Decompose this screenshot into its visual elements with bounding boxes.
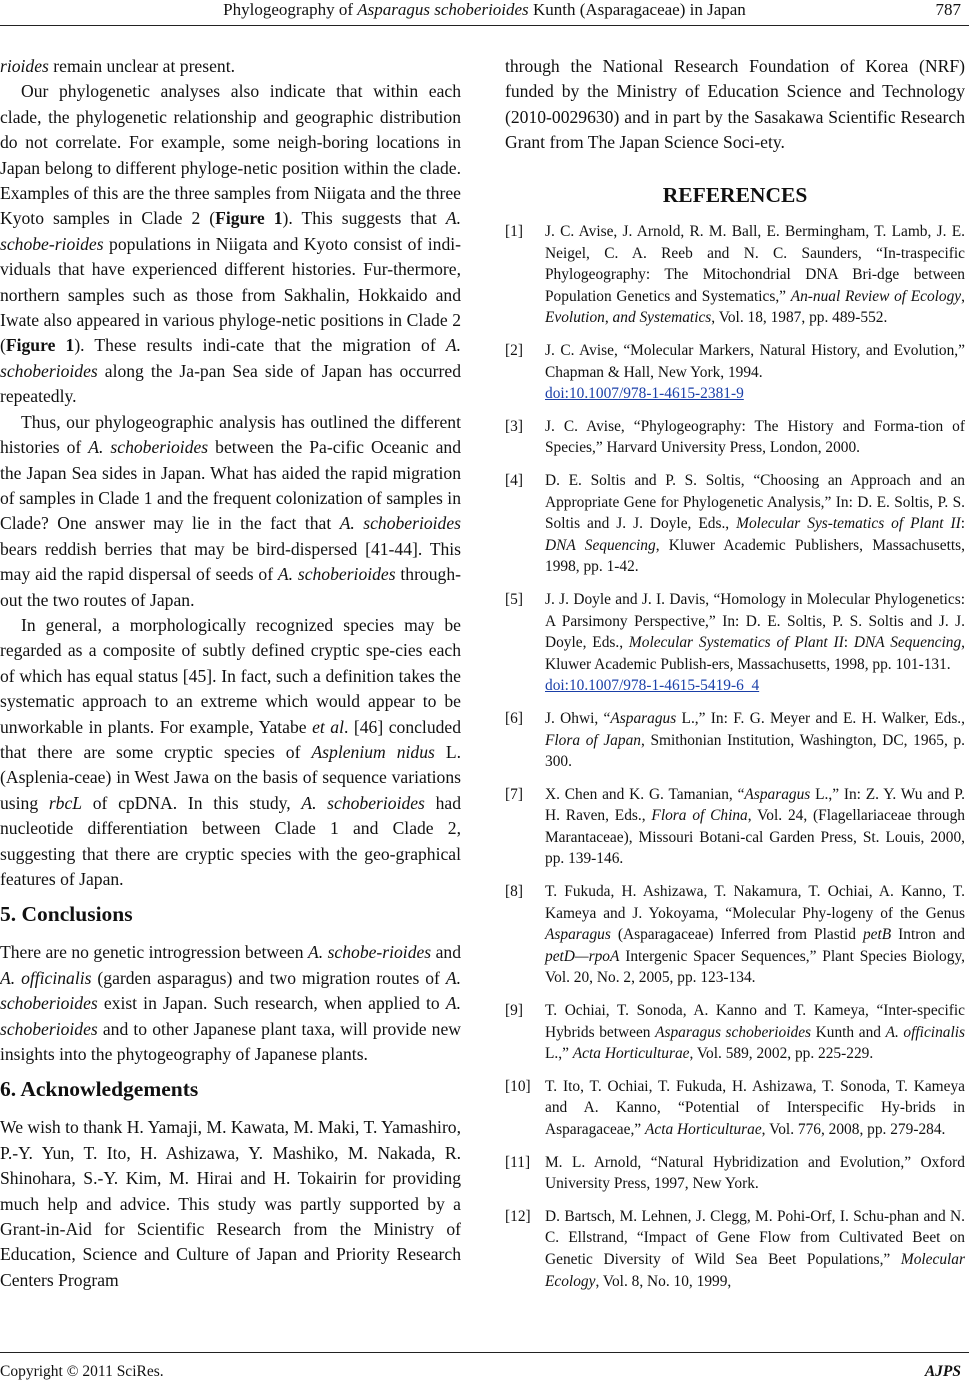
reference-number: [8]: [505, 883, 523, 901]
reference-item: [505, 416, 965, 459]
reference-text: M. L. Arnold, “Natural Hybridization and Evolution,” Oxford University Press, 1997, New York.: [545, 1153, 965, 1193]
section-heading-acknowledgements: 6. Acknowledgements: [0, 1077, 199, 1102]
reference-item: [505, 784, 965, 870]
paragraph: through the National Research Foundation of Korea (NRF) funded by the Ministry of Education Science and Technology (2010-0029630) and in part by the Sasakawa Scientific Research Grant from The Japan Science Soci-ety.: [505, 56, 965, 153]
reference-item: [505, 221, 965, 329]
paragraph: In general, a morphologically recognized species may be regarded as a composite of subtly defined cryptic spe-cies each of which has equal status [45]. In fact, such a definition takes the systematic approach to an extreme which would appear to be unworkable in plants. For example, Yatabe et al. [46] concluded that there are some cryptic species of Asplenium nidus L. (Asplenia-ceae) in West Jawa on the basis of sequence variations using rbcL of cpDNA. In this study, A. schoberioides had nucleotide differentiation between Clade 1 and Clade 2, suggesting that there are cryptic species with the geo-graphical features of Japan.: [0, 614, 462, 889]
reference-text: D. E. Soltis and P. S. Soltis, “Choosing an Approach and an Appropriate Gene for Phylogenetic Analysis,” In: D. E. Soltis, P. S. Soltis and J. J. Doyle, Eds., Molecular Sys-tematics of Plant II: DNA Sequencing, Kluwer Academic Publishers, Massachusetts, 1998, pp. 1-42.: [545, 471, 966, 576]
reference-text: T. Fukuda, H. Ashizawa, T. Nakamura, T. Ochiai, A. Kanno, T. Kameya and J. Yokoyama, “Molecular Phy-logeny of the Genus Asparagus (Asparagaceae) Inferred from Plastid petB Intron and petD—rpoA Intergenic Spacer Sequences,” Plant Species Biology, Vol. 20, No. 2, 2005, pp. 123-134.: [545, 883, 965, 987]
header-rule: [0, 25, 969, 26]
reference-item: [505, 1152, 965, 1195]
page-number: 787: [935, 0, 961, 19]
reference-number: [4]: [505, 471, 523, 489]
reference-number: [6]: [505, 709, 523, 727]
paragraph: rioides remain unclear at present.: [0, 56, 235, 76]
reference-item: [505, 881, 965, 989]
running-title: [0, 0, 969, 20]
page-header: [0, 0, 969, 26]
section-heading-conclusions: 5. Conclusions: [0, 902, 133, 927]
paragraph: Thus, our phylogeographic analysis has outlined the different histories of A. schoberioides between the Pa-cific Oceanic and the Japan Sea sides in Japan. What has aided the rapid migration of samples in Clade 1 and the frequent colonization of samples in Clade? One answer may lie in the fact that A. schoberioides bears reddish berries that may be bird-dispersed [41-44]. This may aid the rapid dispersal of seeds of A. schoberioides through-out the two routes of Japan.: [0, 411, 461, 610]
reference-text: J. J. Doyle and J. I. Davis, “Homology in Molecular Phylogenetics: A Parsimony Perspective,” In: D. E. Soltis, P. S. Soltis and J. J. Doyle, Eds., Molecular Systematics of Plant II: DNA Sequencing, Kluwer Academic Publish-ers, Massachusetts, 1998, pp. 101-131. doi:10.1007/978-1-4615-5419-6_4: [545, 590, 966, 695]
reference-text: J. C. Avise, “Molecular Markers, Natural History, and Evolution,” Chapman & Hall, New York, 1994. doi:10.1007/978-1-4615-2381-9: [545, 342, 965, 403]
reference-text: X. Chen and K. G. Tamanian, “Asparagus L.,” In: Z. Y. Wu and P. H. Raven, Eds., Flora of China, Vol. 24, (Flagellariaceae through Marantaceae), Missouri Botani-cal Garden Press, St. Louis, 2000, pp. 139-146.: [545, 785, 965, 868]
reference-list: [505, 221, 965, 1292]
footer-rule: [0, 1352, 969, 1353]
paragraph: There are no genetic introgression between A. schobe-rioides and A. officinalis (garden asparagus) and two migration routes of A. schoberioides exist in Japan. Such research, when applied to A. schoberioides and to other Japanese plant taxa, will provide new insights into the phytogeography of Japanese plants.: [0, 942, 461, 1065]
running-title-species: Asparagus schoberioides: [357, 0, 529, 19]
paragraph: Our phylogenetic analyses also indicate that within each clade, the phylogenetic relationship and geographic distribution do not correlate. For example, some neigh-boring locations in Japan belong to different phyloge-netic position within the clade. Examples of this are the three samples from Niigata and the three Kyoto samples in Clade 2 (Figure 1). This suggests that A. schobe-rioides populations in Niigata and Kyoto consist of indi-viduals that have experienced different histories. Fur-thermore, northern samples such as those from Sakhalin, Hokkaido and Iwate also appeared in various phyloge-netic positions in Clade 2 (Figure 1). These results indi-cate that the migration of A. schoberioides along the Ja-pan Sea side of Japan has occurred repeatedly.: [0, 81, 461, 407]
reference-number: [11]: [505, 1153, 531, 1171]
left-column: [0, 54, 461, 1293]
paragraph: We wish to thank H. Yamaji, M. Kawata, M. Maki, T. Yamashiro, P.-Y. Yun, T. Ito, H. Ashizawa, Y. Mashiko, M. Nakada, R. Shinohara, S.-Y. Kim, M. Hirai and H. Tokairin for providing much help and advice. This study was partly supported by a Grant-in-Aid for Scientific Research from the Ministry of Education, Science and Culture of Japan and Priority Research Centers Program: [0, 1117, 461, 1290]
reference-number: [3]: [505, 417, 523, 435]
reference-item: [505, 470, 965, 578]
running-title-pre: Phylogeography of: [223, 0, 358, 19]
reference-text: T. Ito, T. Ochiai, T. Fukuda, H. Ashizawa, T. Sonoda, T. Kameya and A. Kanno, “Potential of Interspecific Hy-brids in Asparagaceae,” Acta Horticulturae, Vol. 776, 2008, pp. 279-284.: [545, 1077, 965, 1138]
doi-link[interactable]: doi:10.1007/978-1-4615-2381-9: [545, 385, 744, 403]
reference-item: [505, 589, 965, 697]
reference-item: [505, 708, 965, 773]
reference-number: [2]: [505, 342, 523, 359]
page-footer: [0, 1352, 969, 1382]
journal-name: AJPS: [924, 1363, 961, 1380]
reference-item: [505, 1206, 965, 1292]
reference-number: [7]: [505, 785, 523, 803]
copyright: Copyright © 2011 SciRes.: [0, 1363, 164, 1380]
reference-text: T. Ochiai, T. Sonoda, A. Kanno and T. Kameya, “Inter-specific Hybrids between Asparagus schoberioides Kunth and A. officinalis L.,” Acta Horticulturae, Vol. 589, 2002, pp. 225-229.: [545, 1002, 965, 1063]
reference-item: [505, 340, 965, 405]
reference-number: [1]: [505, 223, 523, 241]
reference-number: [9]: [505, 1002, 523, 1020]
reference-item: [505, 1076, 965, 1141]
reference-text: J. C. Avise, “Phylogeography: The History and Forma-tion of Species,” Harvard University Press, London, 2000.: [545, 417, 965, 457]
reference-text: D. Bartsch, M. Lehnen, J. Clegg, M. Pohi-Orf, I. Schu-phan and N. C. Ellstrand, “Impact of Gene Flow from Cultivated Beet on Genetic Diversity of Wild Sea Beet Populations,” Molecular Ecology, Vol. 8, No. 10, 1999,: [545, 1207, 965, 1290]
reference-text: J. Ohwi, “Asparagus L.,” In: F. G. Meyer and E. H. Walker, Eds., Flora of Japan, Smithonian Institution, Washington, DC, 1965, p. 300.: [545, 709, 965, 771]
running-title-post: Kunth (Asparagaceae) in Japan: [528, 0, 746, 19]
doi-link[interactable]: doi:10.1007/978-1-4615-5419-6_4: [545, 677, 760, 695]
right-column: [505, 54, 965, 1303]
reference-item: [505, 1000, 965, 1065]
reference-number: [5]: [505, 590, 523, 608]
references-heading: REFERENCES: [662, 182, 808, 207]
reference-number: [12]: [505, 1207, 531, 1225]
reference-text: J. C. Avise, J. Arnold, R. M. Ball, E. Bermingham, T. Lamb, J. E. Neigel, C. A. Reeb and N. C. Saunders, “In-traspecific Phylogeography: The Mitochondrial DNA Bri-dge between Population Genetics and Systematics,” An-nual Review of Ecology, Evolution, and Systematics, Vol. 18, 1987, pp. 489-552.: [545, 223, 965, 327]
reference-number: [10]: [505, 1077, 531, 1095]
